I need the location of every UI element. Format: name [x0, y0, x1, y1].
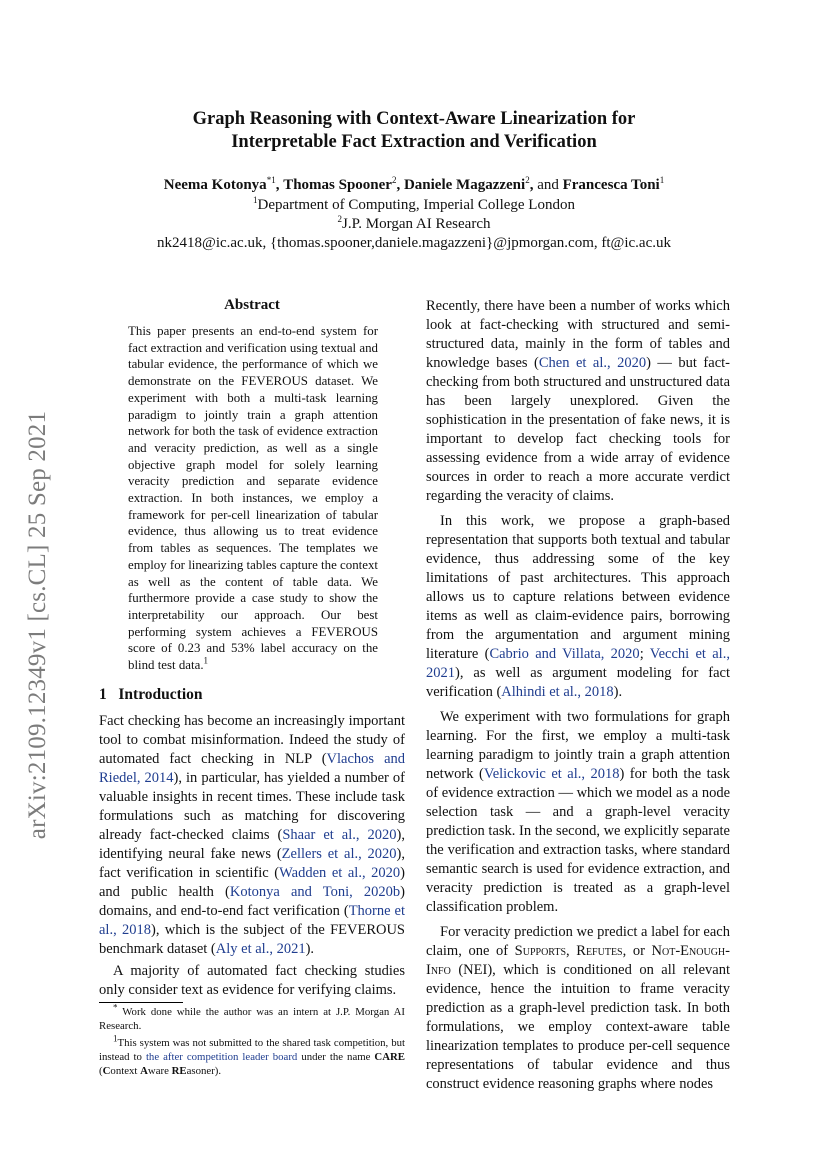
affiliation-2: $^2$J.P. Morgan AI Research [337, 214, 491, 232]
footnote-1: * Work done while the author was an intern at J.P. Morgan AI Research. [99, 1002, 405, 1032]
abstract-body: This paper presents an end-to-end system for fact extraction and verification using textual and tabular evidence, the performance of which we demonstrate on the FEVEROUS dataset. We experiment with both a multi-task learning paradigm to jointly train a graph attention network for both the task of evidence extraction and veracity prediction, as well as a single objective graph model for solely learning veracity prediction and separate evidence extraction. In both instances, we employ a framework for per-cell linearization of tabular evidence, thus allowing us to treat evidence from tables as sequences. The templates we employ for linearizing tables capture the context as well as the content of table data. We furthermore provide a case study to show the interpretability our approach. Our best performing system achieves a FEVEROUS score of 0.23 and 53% label accuracy on the blind test data.$^1$ [128, 324, 378, 673]
label-refutes: Refutes [576, 943, 623, 959]
author-emails: nk2418@ic.ac.uk, {thomas.spooner,daniele.magazzeni}@jpmorgan.com, ft@ic.ac.uk [157, 235, 671, 251]
citation-link[interactable]: Chen et al., 2020 [538, 355, 647, 371]
footnote-rule [99, 1002, 183, 1003]
affiliation-1: $^1$Department of Computing, Imperial College London [253, 195, 575, 213]
citation-link[interactable]: Aly et al., 2021 [215, 940, 306, 957]
author-3-affiliation: 2 [525, 175, 530, 185]
label-supports: Supports [514, 943, 567, 959]
citation-link[interactable]: Shaar et al., 2020 [282, 826, 397, 843]
author-2-affiliation: 2 [391, 175, 397, 185]
intro-paragraph-6: For veracity prediction we predict a label for each claim, one of Supports, Refutes, or Not-Enough-Info (NEI), which is conditioned on all relevant evidence, hence the intuition to frame veracity prediction as a graph-level prediction task. In both formulations, we employ context-aware table linearization templates to produce per-cell sequence representations of tabular evidence and thus construct evidence reasoning graphs where nodes [426, 924, 730, 1092]
author-4: Francesca Toni [562, 177, 660, 193]
abstract-heading: Abstract [224, 297, 280, 313]
intro-paragraph-4: In this work, we propose a graph-based representation that supports both textual and tabular evidence, thus addressing some of the key limitations of past architectures. This approach allows us to capture relations between evidence items as well as claim-evidence pairs, borrowing from the argumentation and argument mining literature (Cabrio and Villata, 2020; Vecchi et al., 2021), as well as argument modeling for fact verification (Alhindi et al., 2018). [426, 513, 730, 700]
paper-title-line-1: Graph Reasoning with Context-Aware Linearization for [192, 109, 636, 129]
citation-link[interactable]: Cabrio and Villata, 2020 [489, 646, 640, 662]
footnote-2: $^1$This system was not submitted to the shared task competition, but instead to the after competition leader board under the name CARE (Context Aware REasoner). [99, 1033, 405, 1077]
arxiv-identifier: arXiv:2109.12349v1 [cs.CL] 25 Sep 2021 [24, 410, 51, 840]
abstract-footnote-mark: 1 [203, 655, 209, 666]
section-heading-introduction [99, 686, 405, 704]
left-column [99, 297, 405, 1006]
arxiv-side-label [18, 370, 58, 880]
author-2: Thomas Spooner [283, 177, 392, 193]
intro-paragraph-3: Recently, there have been a number of works which look at fact-checking with structured and semi-structured data, mainly in the form of tables and knowledge bases (Chen et al., 2020) — but fact-checking from both structured and unstructured data has been largely unexplored. Given the sophistication in the presentation of fake news, it is important to develop fact checking tools for assessing evidence from a wide array of evidence sources in order to reach a more accurate verdict regarding the veracity of claims. [426, 298, 730, 504]
author-list: Neema Kotonya$^{*1}$, Thomas Spooner$^2$, Daniele Magazzeni$^2$, and Francesca Toni$^1$ [163, 175, 665, 193]
paper-title-line-2: Interpretable Fact Extraction and Verification [231, 132, 597, 152]
intro-paragraph-2: A majority of automated fact checking studies only consider text as evidence for verifying claims. [99, 962, 405, 998]
citation-link[interactable]: Kotonya and Toni, 2020b [229, 883, 401, 900]
author-and: and [537, 177, 559, 193]
citation-link[interactable]: Vecchi et al., 2021 [426, 646, 730, 681]
footnotes [99, 1002, 405, 1079]
citation-link[interactable]: Wadden et al., 2020 [279, 864, 401, 881]
right-column [426, 297, 730, 1100]
citation-link[interactable]: Velickovic et al., 2018 [483, 766, 620, 782]
author-3: Daniele Magazzeni [403, 177, 526, 193]
intro-paragraph-1: Fact checking has become an increasingly important tool to combat misinformation. Indeed the study of automated fact checking in NLP (Vlachos and Riedel, 2014), in particular, has yielded a number of valuable insights in recent times. These include task formulations such as matching for discovering already fact-checked claims (Shaar et al., 2020), identifying neural fake news (Zellers et al., 2020), fact verification in scientific (Wadden et al., 2020) and public health (Kotonya and Toni, 2020b) domains, and end-to-end fact verification (Thorne et al., 2018), which is the subject of the FEVEROUS benchmark dataset (Aly et al., 2021). A majority of automated fact checking studies only consider text as evidence for verifying claims. [99, 712, 406, 998]
author-1: Neema Kotonya [163, 177, 267, 193]
label-nei: Not-Enough-Info [426, 943, 730, 978]
citation-link[interactable]: Zellers et al., 2020 [281, 845, 397, 862]
citation-link[interactable]: Thorne et al., 2018 [99, 902, 405, 938]
citation-link[interactable]: Alhindi et al., 2018 [501, 684, 614, 700]
section-title: Introduction [118, 685, 203, 703]
author-4-affiliation: 1 [659, 175, 665, 185]
leaderboard-link[interactable]: the after competition leader board [145, 1051, 298, 1064]
section-number: 1 [99, 685, 107, 703]
intro-paragraph-5: We experiment with two formulations for graph learning. For the first, we employ a multi-task learning paradigm to jointly train a graph attention network (Velickovic et al., 2018) for both the task of evidence extraction — which we model as a node selection task — and a graph-level veracity prediction task. In the second, we explicitly separate the verification and extraction tasks, where standard semantic search is used for evidence extraction, and veracity prediction is treated as a graph-level classification problem. [426, 709, 730, 915]
citation-link[interactable]: Vlachos and Riedel, 2014 [99, 750, 406, 786]
author-1-affiliation: *1 [266, 175, 276, 185]
